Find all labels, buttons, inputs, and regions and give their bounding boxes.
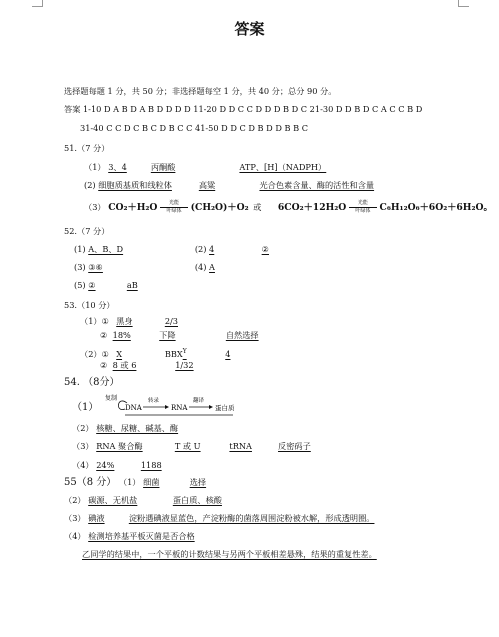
q51-answer-2b: 高粱 <box>198 180 216 190</box>
transcription-arrowhead <box>165 405 169 409</box>
q55-row5: 乙同学的结果中，一个平板的计数结果与另两个平板相差悬殊，结果的重复性差。 <box>82 549 377 559</box>
q55-head-row: 55（8 分） （1） 细菌 选择 <box>64 477 207 488</box>
page-title: 答案 <box>234 20 265 38</box>
q53-row3: （2）① X $BBX^Y$ 4 <box>80 348 231 359</box>
q51-row3-equation: （3） CO₂＋H₂O 光能 叶绿体 (CH₂O)＋O₂ 或 6CO₂＋12H₂O 光能 叶绿体 C₆H₁₂O₆＋6O₂＋6H₂O。 <box>84 200 493 214</box>
score-intro: 选择题每题 1 分，共 50 分；非选择题每空 1 分，共 40 分；总分 90 分。 <box>64 86 337 96</box>
replication-label: 复制 <box>105 395 118 402</box>
q51-answer-1c: ATP、[H]（NADPH） <box>239 162 327 172</box>
q51-row1: （1） 3、4 丙酮酸 ATP、[H]（NADPH） <box>84 162 327 172</box>
q51-head: 51.（7 分） <box>64 143 110 153</box>
q51-row2: (2) 细胞质基质和线粒体 高粱 光合色素含量、酶的活性和含量 <box>84 180 375 190</box>
reaction-arrow: 光能 叶绿体 <box>160 201 188 214</box>
q52-head: 52.（7 分） <box>64 226 110 236</box>
q55-row2: （2） 碳源、无机盐 蛋白质、核酸 <box>64 495 222 505</box>
q53-row4: ② 8 或 6 1/32 <box>100 360 194 370</box>
transcription-label: 转录 <box>148 398 160 404</box>
corner-mark-right <box>458 0 469 7</box>
choice-answers-1: 答案 1-10 D A B D A B D D D D 11-20 D D C C D D D B D C 21-30 D D B D C A C C B D <box>64 104 423 114</box>
q53-row2: ② 18% 下降 自然选择 <box>100 330 259 340</box>
q53-head: 53.（10 分） <box>64 300 115 310</box>
reaction-arrow-2: 光能 叶绿体 <box>349 201 377 214</box>
q51-answer-1a: 3、4 <box>108 162 127 172</box>
q51-answer-1b: 丙酮酸 <box>150 162 176 172</box>
rna-label: RNA <box>171 404 188 412</box>
corner-mark-left <box>32 0 43 7</box>
protein-label: 蛋白质 <box>215 404 235 412</box>
q52-row1: (1) A、B、D (2) 4 ② <box>74 244 269 254</box>
q54-row1-label: （1） <box>72 402 99 413</box>
q52-row3: (5) ② aB <box>74 280 138 290</box>
q52-row2: (3) ③⑥ (4) A <box>74 262 215 272</box>
q53-row1: （1）① 黑身 2/3 <box>80 316 178 326</box>
translation-label: 翻译 <box>193 398 205 404</box>
translation-arrowhead <box>209 405 213 409</box>
q55-row4: （4） 检测培养基平板灭菌是否合格 <box>64 531 195 541</box>
q54-row3: （3） RNA 聚合酶 T 或 U tRNA 反密码子 <box>72 441 311 451</box>
dna-label: DNA <box>125 404 142 412</box>
choice-answers-2: 31-40 C C D C B C D B C C 41-50 D D C D B D D B B C <box>80 123 309 133</box>
q55-row3: （3） 碘液 淀粉遇碘液显蓝色，产淀粉酶的菌落周围淀粉被水解，形成透明圈。 <box>64 513 375 523</box>
q51-answer-2c: 光合色素含量、酶的活性和含量 <box>259 180 375 190</box>
q51-answer-2a: 细胞质基质和线粒体 <box>98 180 172 190</box>
q54-head: 54. （8分） <box>64 377 120 388</box>
central-dogma-diagram <box>103 393 243 419</box>
q54-row4: （4） 24% 1188 <box>72 460 162 470</box>
q54-row2: （2） 核糖、尿糖、碱基、酶 <box>72 423 179 433</box>
